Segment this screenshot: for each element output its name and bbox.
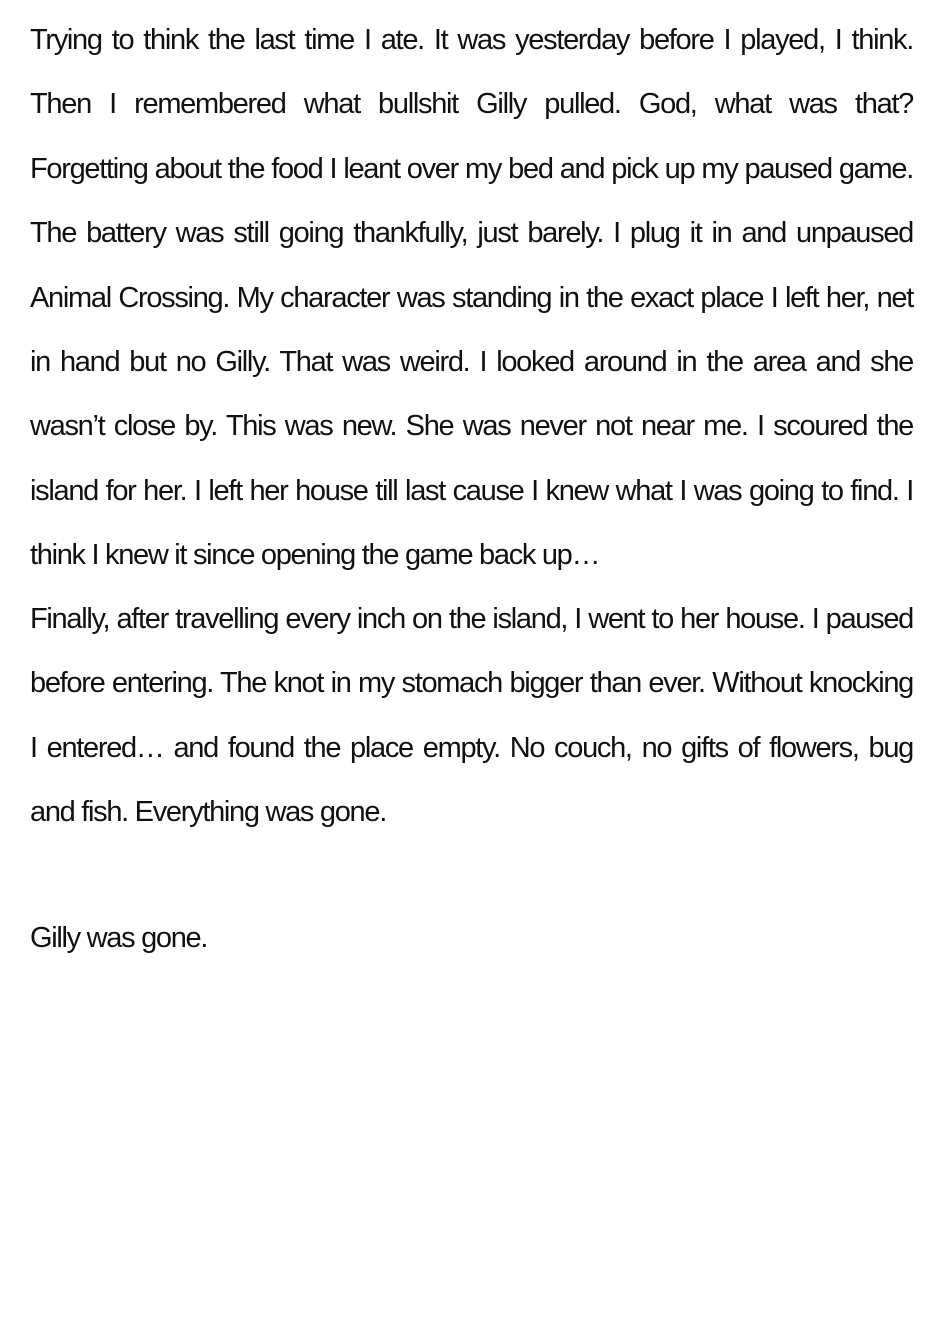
paragraph-3: Gilly was gone. (30, 922, 208, 954)
paragraph-2: Finally, after travelling every inch on the island, I went to her house. I paused before entering. The knot in my stomach bigger than ever. Without knocking I entered… and found the place empty. No couch, no gifts of flowers, bug and fish. Everything was gone. (30, 603, 913, 829)
paragraph-1: Trying to think the last time I ate. It was yesterday before I played, I think. Then I remembered what bullshit Gilly pulled. God, what was that? Forgetting about the food I leant over my bed and pick up my paused game. The battery was still going thankfully, just barely. I plug it in and unpaused Animal Crossing. My character was standing in the exact place I left her, net in hand but no Gilly. That was weird. I looked around in the area and she wasn’t close by. This was new. She was never not near me. I scoured the island for her. I left her house till last cause I knew what I was going to find. I think I knew it since opening the game back up… (30, 24, 913, 572)
